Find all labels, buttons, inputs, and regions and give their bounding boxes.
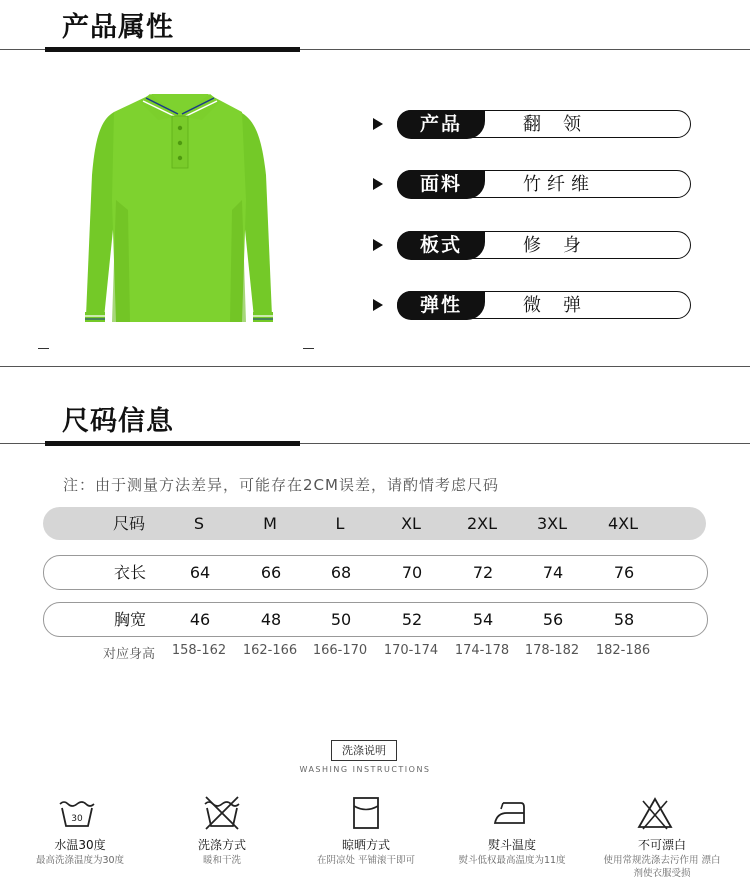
- header-size: M: [263, 514, 277, 533]
- wash-desc: 最高洗涤温度为30度: [35, 855, 125, 866]
- arrow-right-icon: [373, 118, 383, 130]
- height-value: 178-182: [524, 643, 580, 658]
- header-size: L: [335, 514, 345, 533]
- header-label: 尺码: [112, 514, 145, 533]
- row-value: 50: [330, 610, 352, 629]
- row-value: 48: [260, 610, 282, 629]
- row-value: 76: [613, 563, 635, 582]
- wash-label: 洗涤方式: [197, 838, 246, 852]
- height-value: 174-178: [454, 643, 510, 658]
- row-value: 70: [401, 563, 423, 582]
- header-size: 4XL: [607, 514, 639, 533]
- wash-label: 晾晒方式: [341, 838, 390, 852]
- wash-desc: 熨斗低权最高温度为11度: [458, 855, 566, 866]
- image-corner-mark: [303, 348, 314, 349]
- header-size: 2XL: [466, 514, 498, 533]
- dry-icon: [346, 795, 386, 831]
- attribute-row: [373, 231, 691, 259]
- arrow-right-icon: [373, 178, 383, 190]
- attribute-key: 板式: [397, 231, 485, 260]
- size-section-title: 尺码信息: [62, 406, 174, 437]
- section-accent-bar: [45, 47, 300, 52]
- row-label: 衣长: [113, 563, 146, 582]
- height-value: 170-174: [383, 643, 439, 658]
- size-note: 注：由于测量方法差异，可能存在2CM误差，请酌情考虑尺码: [63, 476, 499, 494]
- row-value: 54: [472, 610, 494, 629]
- wash-label: 水温30度: [54, 838, 106, 852]
- table-row: [43, 555, 708, 590]
- attribute-key: 面料: [397, 170, 485, 199]
- row-value: 56: [542, 610, 564, 629]
- wash-temp-text: 30: [71, 814, 83, 824]
- washing-title: 洗涤说明: [331, 740, 397, 761]
- attribute-key: 产品: [397, 110, 485, 139]
- wash-desc: 暖和干洗: [202, 855, 241, 866]
- row-value: 68: [330, 563, 352, 582]
- height-label: 对应身高: [102, 647, 155, 662]
- wash-desc: 在阴凉处 平铺滚干即可: [316, 855, 416, 866]
- wash-label: 不可漂白: [637, 838, 686, 852]
- height-value: 158-162: [171, 643, 227, 658]
- height-value: 166-170: [312, 643, 368, 658]
- row-value: 74: [542, 563, 564, 582]
- attribute-value: 微弹: [523, 295, 603, 316]
- wash-30-icon: [57, 795, 97, 831]
- table-row: [43, 602, 708, 637]
- iron-icon: [491, 795, 531, 831]
- row-label: 胸宽: [113, 610, 146, 629]
- row-value: 64: [189, 563, 211, 582]
- row-value: 46: [189, 610, 211, 629]
- row-value: 58: [613, 610, 635, 629]
- attribute-row: [373, 170, 691, 198]
- product-section-title: 产品属性: [62, 12, 174, 43]
- row-value: 66: [260, 563, 282, 582]
- no-bleach-icon: [635, 795, 675, 831]
- washing-subtitle: WASHING INSTRUCTIONS: [299, 765, 431, 774]
- row-value: 52: [401, 610, 423, 629]
- section-divider: [0, 366, 750, 367]
- wash-label: 熨斗温度: [487, 838, 536, 852]
- attribute-value: 修身: [523, 235, 603, 256]
- row-value: 72: [472, 563, 494, 582]
- attribute-value: 竹纤维: [523, 174, 595, 195]
- attribute-row: [373, 110, 691, 138]
- no-wash-icon: [202, 795, 242, 831]
- attribute-value: 翻领: [523, 114, 603, 135]
- product-image: [80, 80, 280, 335]
- height-value: 182-186: [595, 643, 651, 658]
- attribute-row: [373, 291, 691, 319]
- image-corner-mark: [38, 348, 49, 349]
- header-size: 3XL: [536, 514, 568, 533]
- height-value: 162-166: [242, 643, 298, 658]
- section-accent-bar: [45, 441, 300, 446]
- header-size: S: [193, 514, 205, 533]
- size-table-header: [43, 507, 706, 540]
- wash-desc: 使用常规洗涤去污作用 漂白剂使衣服受损: [603, 855, 721, 879]
- header-size: XL: [401, 514, 421, 533]
- arrow-right-icon: [373, 239, 383, 251]
- attribute-key: 弹性: [397, 291, 485, 320]
- arrow-right-icon: [373, 299, 383, 311]
